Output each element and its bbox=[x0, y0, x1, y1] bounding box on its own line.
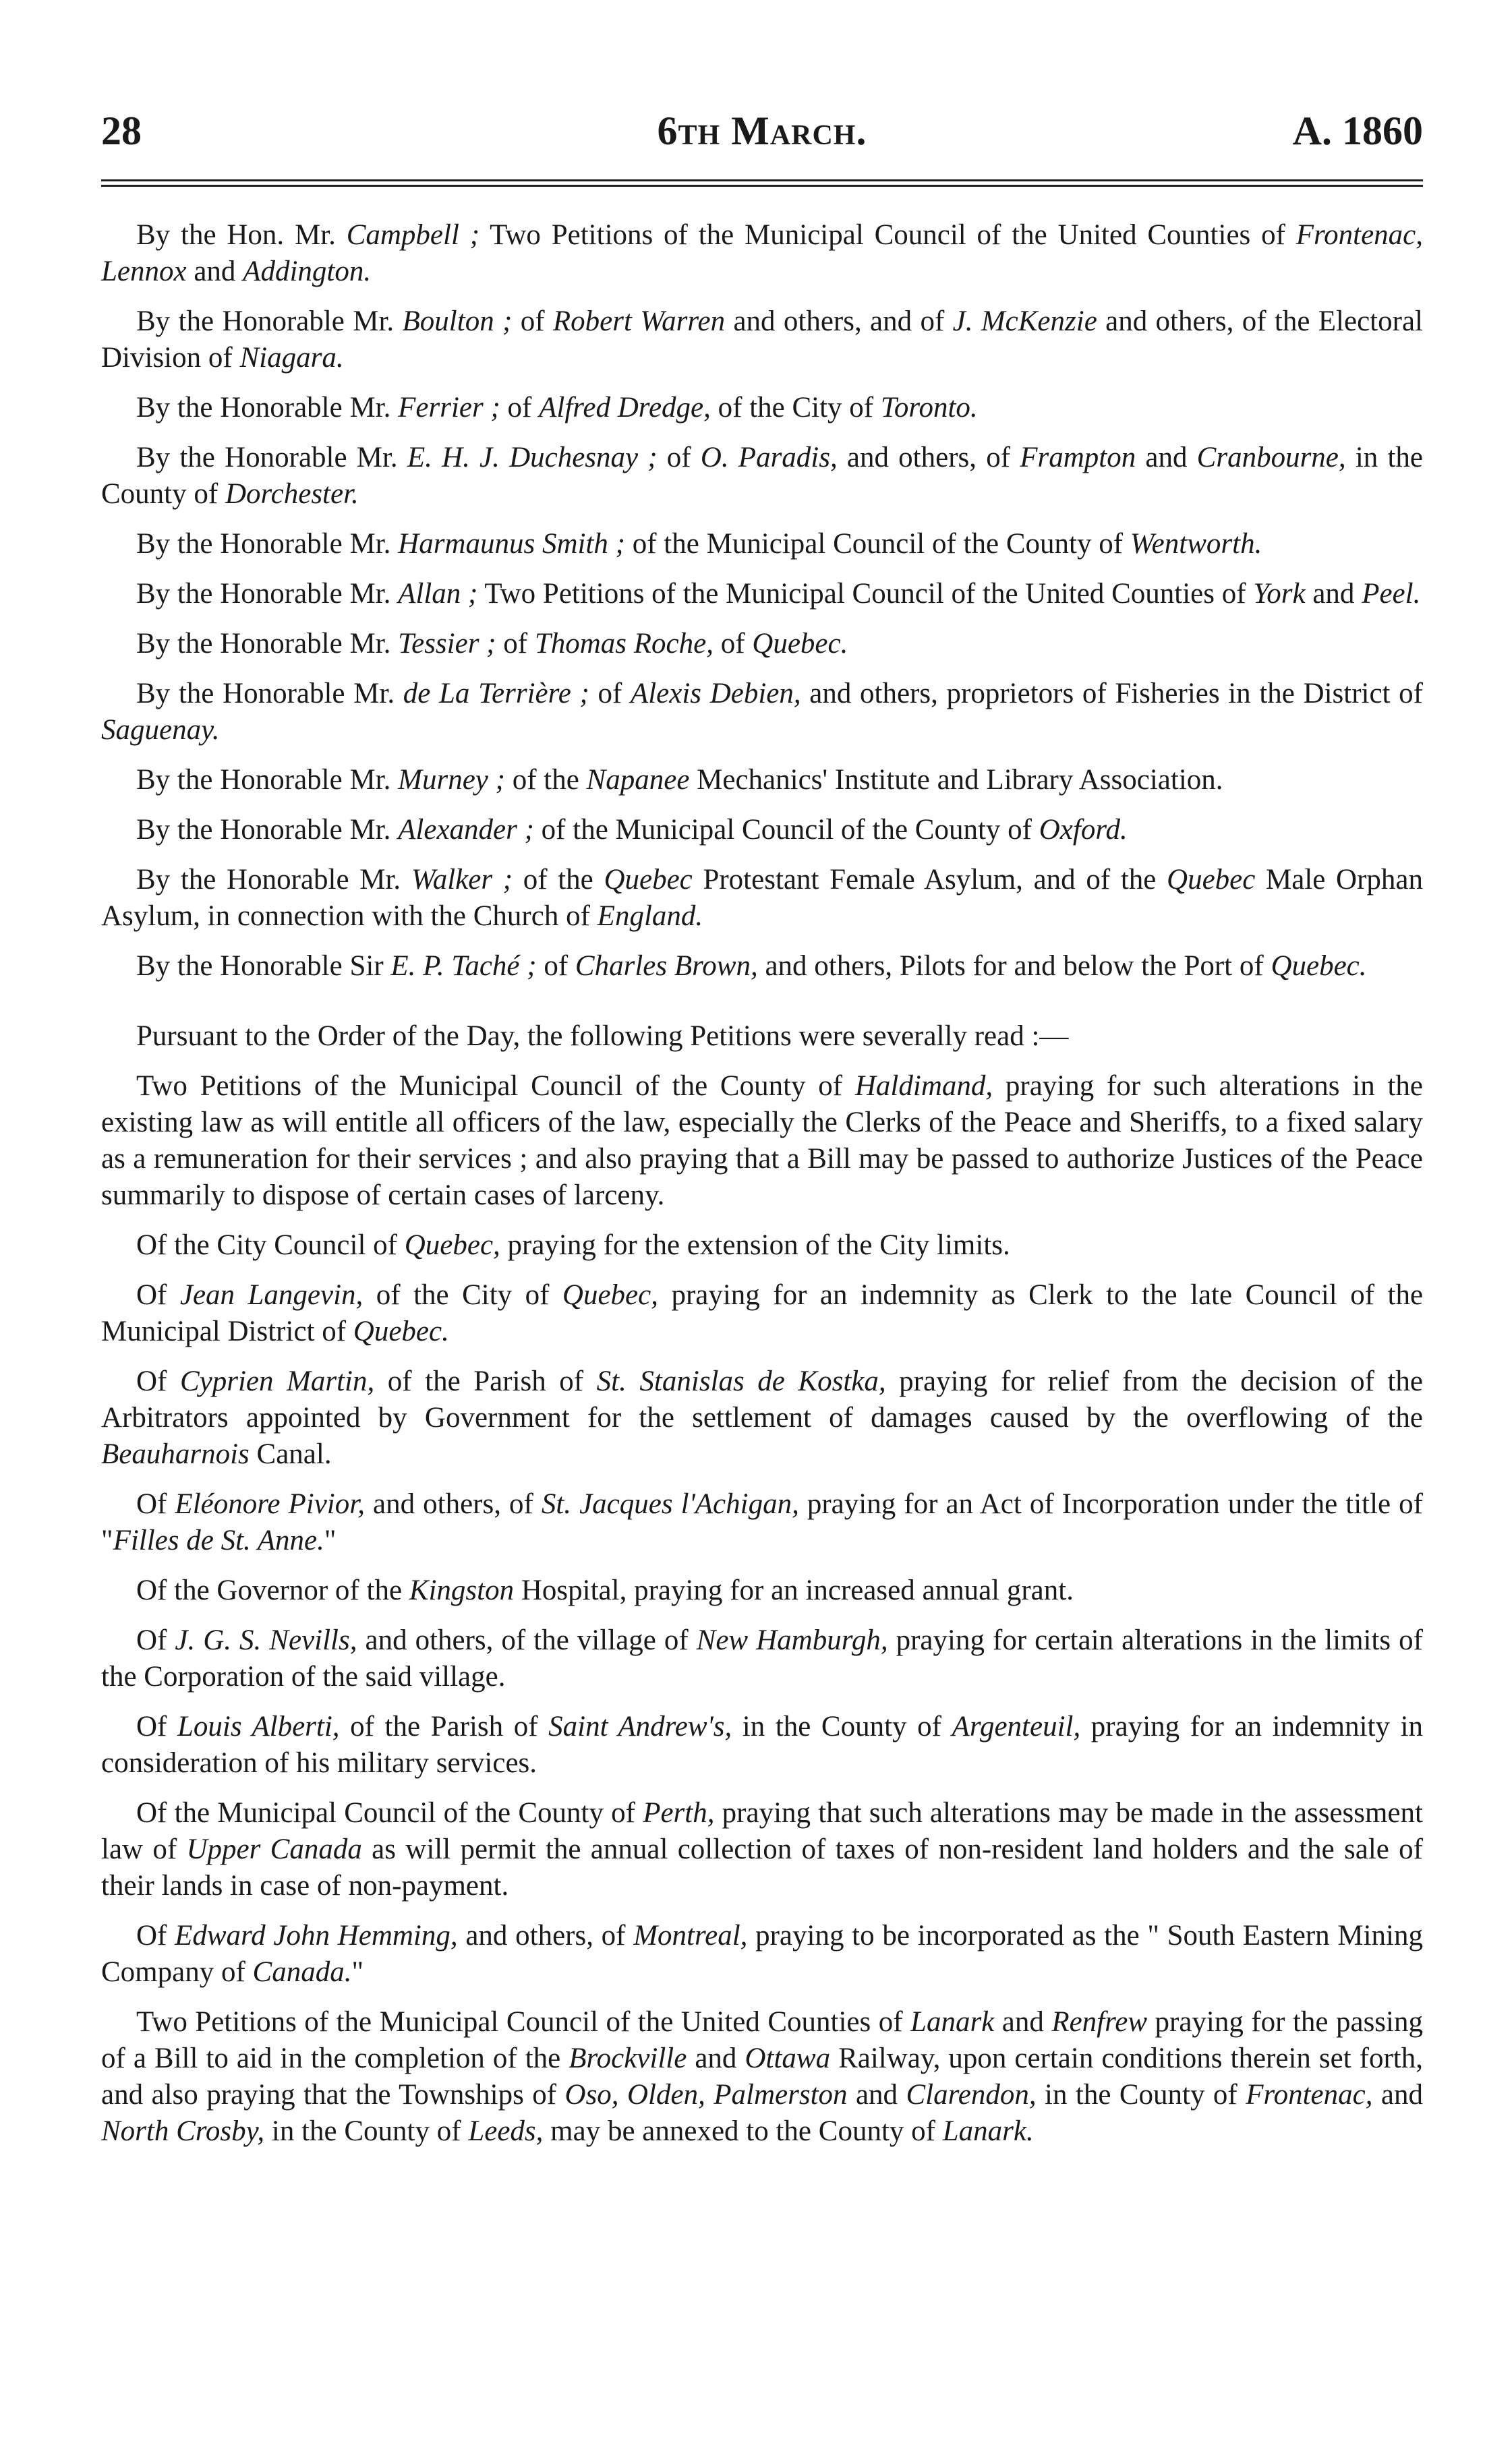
italic-name: Napanee bbox=[586, 764, 690, 796]
text-run: of the City of bbox=[710, 392, 881, 423]
italic-name: Brockville bbox=[569, 2043, 687, 2074]
petition-paragraph bbox=[101, 1363, 1423, 1473]
italic-name: New Hamburgh, bbox=[696, 1624, 888, 1656]
text-run: may be annexed to the County of bbox=[543, 2115, 943, 2147]
petition-paragraph bbox=[101, 948, 1423, 985]
text-run: " bbox=[351, 1956, 364, 1988]
italic-name: Allan ; bbox=[398, 578, 478, 610]
italic-name: York bbox=[1253, 578, 1306, 610]
journal-page bbox=[101, 101, 1423, 2163]
text-run: and bbox=[847, 2079, 906, 2111]
text-run: and others, of bbox=[364, 1488, 542, 1520]
petition-paragraph bbox=[101, 1918, 1423, 1991]
text-run: By the Hon. Mr. bbox=[136, 219, 347, 251]
petition-paragraph bbox=[101, 1227, 1423, 1264]
text-run: and bbox=[1305, 578, 1362, 610]
text-run: Two Petitions of the Municipal Council of the United Counties of bbox=[479, 219, 1296, 251]
text-run: in the County of bbox=[1036, 2079, 1246, 2111]
presented-petitions-section bbox=[101, 217, 1423, 985]
petition-paragraph bbox=[101, 762, 1423, 798]
running-title: 6th March. bbox=[657, 109, 867, 153]
text-run: and others, and of bbox=[725, 305, 953, 337]
italic-name: Perth, bbox=[643, 1797, 715, 1829]
text-run: By the Honorable Mr. bbox=[136, 678, 403, 709]
italic-name: E. H. J. Duchesnay ; bbox=[407, 442, 658, 473]
text-run: of the Municipal Council of the County of bbox=[533, 814, 1039, 846]
petition-paragraph bbox=[101, 812, 1423, 848]
text-run: of bbox=[536, 950, 575, 982]
text-run: Two Petitions of the Municipal Council of the United Counties of bbox=[477, 578, 1254, 610]
italic-name: Renfrew bbox=[1051, 2006, 1148, 2038]
text-run: of bbox=[512, 305, 553, 337]
running-year: A. 1860 bbox=[1292, 109, 1423, 153]
text-run: praying for certain alterations in the limits of the Corporation of the said village. bbox=[101, 1624, 1423, 1693]
text-run: Of the Municipal Council of the County of bbox=[136, 1797, 643, 1829]
petition-paragraph bbox=[101, 440, 1423, 512]
text-run: as will permit the annual collection of taxes of non-resident land holders and the sale of their lands in case of non-payment. bbox=[101, 1834, 1424, 1902]
text-run: Of the City Council of bbox=[136, 1229, 405, 1261]
text-run: By the Honorable Mr. bbox=[136, 442, 407, 473]
italic-name: Oso, Olden, Palmerston bbox=[564, 2079, 848, 2111]
petition-paragraph bbox=[101, 217, 1423, 290]
text-run: praying for such alterations in the existing law as will entitle all officers of the law, especially the Clerks of the Peace and Sheriffs, to a fixed salary as a remuneration for their services ; and also praying that a Bill may be passed to authorize Justices of the Peace summarily to dispose of certain cases of larceny. bbox=[101, 1070, 1423, 1211]
text-run: By the Honorable Mr. bbox=[136, 628, 399, 659]
petition-paragraph bbox=[101, 1068, 1423, 1214]
text-run: and others, of bbox=[837, 442, 1020, 473]
text-run: Of bbox=[136, 1920, 175, 1952]
text-run: Canal. bbox=[249, 1438, 332, 1470]
text-run: praying for an Act of Incorporation under the title of " bbox=[101, 1488, 1423, 1556]
petition-paragraph bbox=[101, 576, 1423, 612]
italic-name: Eléonore Pivior, bbox=[175, 1488, 365, 1520]
text-run: and bbox=[994, 2006, 1052, 2038]
text-run: and others, of the Electoral Division of bbox=[101, 305, 1423, 374]
italic-name: Walker ; bbox=[411, 864, 513, 896]
text-run: and others, of bbox=[457, 1920, 634, 1952]
petition-paragraph bbox=[101, 862, 1423, 935]
petition-paragraph bbox=[101, 1622, 1423, 1695]
petition-paragraph bbox=[101, 1709, 1423, 1782]
italic-name: Jean Langevin, bbox=[179, 1279, 363, 1311]
text-run: Mechanics' Institute and Library Association. bbox=[689, 764, 1223, 796]
italic-name: Edward John Hemming, bbox=[175, 1920, 458, 1952]
italic-name: Alfred Dredge, bbox=[539, 392, 711, 423]
italic-name: Quebec. bbox=[1271, 950, 1367, 982]
italic-name: Upper Canada bbox=[186, 1834, 362, 1865]
italic-name: Clarendon, bbox=[906, 2079, 1037, 2111]
text-run: Of the Governor of the bbox=[136, 1575, 409, 1606]
text-run: and bbox=[1136, 442, 1197, 473]
italic-name: Harmaunus Smith ; bbox=[398, 528, 625, 560]
text-run: Of bbox=[136, 1366, 180, 1397]
petition-paragraph bbox=[101, 303, 1423, 376]
text-run: Pursuant to the Order of the Day, the following Petitions were severally read :— bbox=[136, 1020, 1069, 1052]
text-run: By the Honorable Sir bbox=[136, 950, 391, 982]
italic-name: O. Paradis, bbox=[700, 442, 838, 473]
text-run: praying to be incorporated as the " South Eastern Mining Company of bbox=[101, 1920, 1423, 1988]
italic-name: Frontenac, bbox=[1246, 2079, 1373, 2111]
text-run: of the Municipal Council of the County of bbox=[624, 528, 1130, 560]
text-run: of bbox=[657, 442, 701, 473]
page-header bbox=[101, 101, 1423, 175]
italic-name: Frontenac, Lennox bbox=[101, 219, 1423, 287]
italic-name: Lanark. bbox=[942, 2115, 1034, 2147]
text-run: of bbox=[589, 678, 631, 709]
text-run: of the Parish of bbox=[339, 1711, 549, 1742]
text-run: of bbox=[500, 392, 540, 423]
italic-name: Canada. bbox=[252, 1956, 352, 1988]
text-run: and others, of the village of bbox=[357, 1624, 697, 1656]
text-run: By the Honorable Mr. bbox=[136, 392, 399, 423]
italic-name: Thomas Roche, bbox=[534, 628, 714, 659]
text-run: and bbox=[186, 256, 243, 287]
petition-paragraph bbox=[101, 1486, 1423, 1559]
text-run: praying for an indemnity as Clerk to the late Council of the Municipal District of bbox=[101, 1279, 1424, 1347]
petition-paragraph bbox=[101, 1277, 1423, 1350]
petition-paragraph bbox=[101, 626, 1423, 662]
italic-name: St. Stanislas de Kostka, bbox=[596, 1366, 886, 1397]
italic-name: Montreal, bbox=[633, 1920, 748, 1952]
page-number: 28 bbox=[101, 109, 142, 153]
italic-name: Quebec bbox=[1167, 864, 1256, 896]
text-run: Two Petitions of the Municipal Council of the County of bbox=[136, 1070, 855, 1102]
text-run: By the Honorable Mr. bbox=[136, 764, 399, 796]
text-run: Railway, upon certain conditions therein set forth, and also praying that the Townships of bbox=[101, 2043, 1423, 2111]
italic-name: de La Terrière ; bbox=[403, 678, 589, 709]
text-run: Of bbox=[136, 1279, 180, 1311]
text-run: and others, proprietors of Fisheries in the District of bbox=[800, 678, 1423, 709]
italic-name: Tessier ; bbox=[398, 628, 496, 659]
italic-name: Addington. bbox=[243, 256, 372, 287]
italic-name: E. P. Taché ; bbox=[390, 950, 537, 982]
italic-name: Quebec, bbox=[562, 1279, 658, 1311]
text-run: By the Honorable Mr. bbox=[136, 864, 411, 896]
petition-paragraph bbox=[101, 676, 1423, 749]
italic-name: Boulton ; bbox=[402, 305, 513, 337]
text-run: By the Honorable Mr. bbox=[136, 814, 399, 846]
italic-name: Toronto. bbox=[880, 392, 978, 423]
italic-name: Alexis Debien, bbox=[630, 678, 801, 709]
text-run: praying for relief from the decision of the Arbitrators appointed by Government for the settlement of damages caused by the overflowing of the bbox=[101, 1366, 1424, 1434]
italic-name: Niagara. bbox=[239, 342, 344, 374]
text-run: By the Honorable Mr. bbox=[136, 305, 403, 337]
italic-name: Lanark bbox=[910, 2006, 995, 2038]
italic-name: Quebec. bbox=[752, 628, 848, 659]
text-run: and others, Pilots for and below the Port of bbox=[757, 950, 1271, 982]
text-run: Two Petitions of the Municipal Council of the United Counties of bbox=[136, 2006, 911, 2038]
text-run: Of bbox=[136, 1711, 177, 1742]
text-run: praying for the extension of the City limits. bbox=[500, 1229, 1010, 1261]
italic-name: Cranbourne, bbox=[1196, 442, 1346, 473]
italic-name: Dorchester. bbox=[225, 478, 359, 510]
text-run: in the County of bbox=[264, 2115, 469, 2147]
petition-paragraph bbox=[101, 1795, 1423, 1904]
text-run: praying for the passing of a Bill to aid in the completion of the bbox=[101, 2006, 1423, 2074]
italic-name: Charles Brown, bbox=[575, 950, 758, 982]
italic-name: Argenteuil, bbox=[952, 1711, 1081, 1742]
italic-name: Murney ; bbox=[398, 764, 505, 796]
text-run: in the County of bbox=[732, 1711, 952, 1742]
text-run: " bbox=[324, 1525, 337, 1556]
italic-name: J. McKenzie bbox=[952, 305, 1097, 337]
italic-name: Quebec bbox=[604, 864, 693, 896]
italic-name: Peel. bbox=[1362, 578, 1421, 610]
italic-name: Beauharnois bbox=[101, 1438, 250, 1470]
petition-paragraph bbox=[101, 390, 1423, 426]
text-run: and bbox=[1372, 2079, 1423, 2111]
text-run: By the Honorable Mr. bbox=[136, 578, 399, 610]
italic-name: Quebec. bbox=[353, 1316, 449, 1347]
italic-name: Alexander ; bbox=[398, 814, 534, 846]
text-run: and bbox=[687, 2043, 745, 2074]
header-rule bbox=[101, 179, 1423, 181]
italic-name: Louis Alberti, bbox=[177, 1711, 340, 1742]
text-run: Of bbox=[136, 1488, 175, 1520]
text-run: of the Parish of bbox=[374, 1366, 597, 1397]
text-run: By the Honorable Mr. bbox=[136, 528, 399, 560]
text-run: Hospital, praying for an increased annual grant. bbox=[514, 1575, 1074, 1606]
text-run: of bbox=[713, 628, 753, 659]
italic-name: Filles de St. Anne. bbox=[113, 1525, 324, 1556]
text-run: in the County of bbox=[101, 442, 1423, 510]
italic-name: Ottawa bbox=[745, 2043, 831, 2074]
petition-paragraph bbox=[101, 1573, 1423, 1609]
read-petitions-section bbox=[101, 1018, 1423, 2150]
italic-name: Haldimand, bbox=[854, 1070, 993, 1102]
italic-name: Ferrier ; bbox=[398, 392, 500, 423]
italic-name: Robert Warren bbox=[552, 305, 726, 337]
text-run: Male Orphan Asylum, in connection with the Church of bbox=[101, 864, 1424, 932]
text-run: of bbox=[496, 628, 535, 659]
text-run: of the bbox=[504, 764, 587, 796]
text-run: praying for an indemnity in consideration of his military services. bbox=[101, 1711, 1424, 1779]
italic-name: Campbell ; bbox=[346, 219, 480, 251]
text-run: Of bbox=[136, 1624, 175, 1656]
italic-name: J. G. S. Nevills, bbox=[175, 1624, 357, 1656]
text-run: praying that such alterations may be made in the assessment law of bbox=[101, 1797, 1424, 1865]
italic-name: Saint Andrew's, bbox=[548, 1711, 732, 1742]
text-run: of the bbox=[513, 864, 604, 896]
petition-paragraph bbox=[101, 2004, 1423, 2150]
petition-paragraph bbox=[101, 526, 1423, 562]
italic-name: Leeds, bbox=[468, 2115, 544, 2147]
italic-name: Cyprien Martin, bbox=[179, 1366, 375, 1397]
italic-name: England. bbox=[597, 900, 703, 932]
italic-name: Quebec, bbox=[404, 1229, 500, 1261]
text-run: of the City of bbox=[363, 1279, 562, 1311]
italic-name: North Crosby, bbox=[101, 2115, 265, 2147]
italic-name: Saguenay. bbox=[101, 714, 220, 746]
section-gap bbox=[101, 998, 1423, 1018]
italic-name: Frampton bbox=[1020, 442, 1136, 473]
header-rule bbox=[101, 185, 1423, 187]
italic-name: Kingston bbox=[409, 1575, 515, 1606]
italic-name: St. Jacques l'Achigan, bbox=[541, 1488, 799, 1520]
petition-paragraph bbox=[101, 1018, 1423, 1055]
italic-name: Wentworth. bbox=[1130, 528, 1262, 560]
text-run: Protestant Female Asylum, and of the bbox=[692, 864, 1167, 896]
italic-name: Oxford. bbox=[1039, 814, 1128, 846]
